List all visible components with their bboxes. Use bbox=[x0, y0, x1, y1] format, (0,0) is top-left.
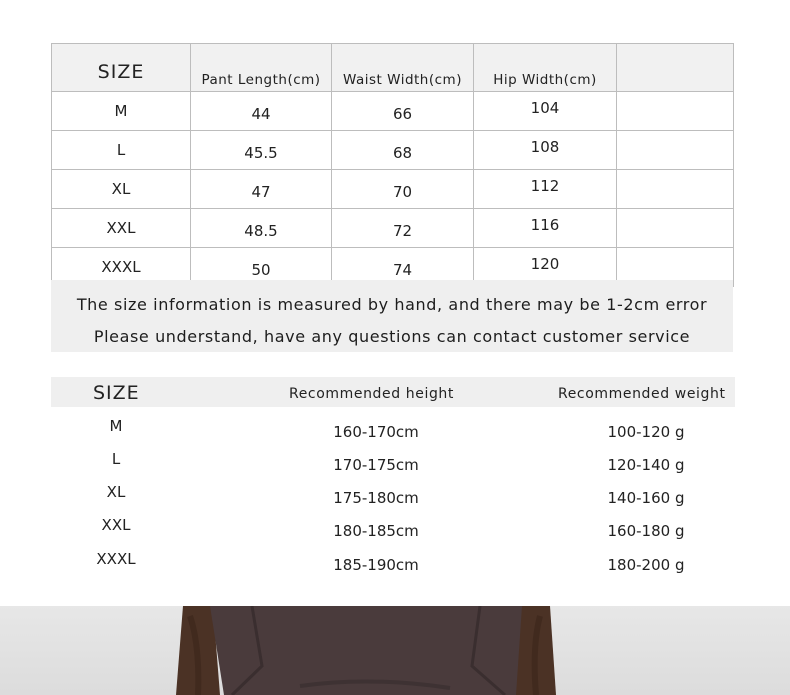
cell-pant-length: 44 bbox=[191, 92, 332, 131]
recommend-size: M bbox=[109, 417, 123, 435]
recommend-header-height: Recommended height bbox=[289, 386, 454, 402]
cell-size: XL bbox=[52, 170, 191, 209]
recommend-row bbox=[0, 516, 790, 546]
recommend-weight: 160-180 g bbox=[607, 522, 685, 540]
cell-pant-length: 47 bbox=[191, 170, 332, 209]
table-row bbox=[52, 131, 734, 170]
cell-hip-width: 104 bbox=[474, 92, 617, 131]
recommend-row bbox=[0, 483, 790, 513]
cell-empty bbox=[617, 209, 734, 248]
note-line-1: The size information is measured by hand, and there may be 1-2cm error bbox=[76, 295, 708, 314]
model-photo bbox=[0, 606, 790, 695]
recommend-size: XXL bbox=[101, 516, 131, 534]
cell-pant-length: 48.5 bbox=[191, 209, 332, 248]
recommend-header-row bbox=[51, 377, 735, 407]
cell-empty bbox=[617, 92, 734, 131]
recommend-height: 170-175cm bbox=[333, 456, 419, 474]
cell-size: L bbox=[52, 131, 191, 170]
size-chart-header-row bbox=[52, 44, 734, 92]
recommend-header-size: SIZE bbox=[93, 382, 140, 404]
header-empty bbox=[617, 44, 734, 92]
table-row bbox=[52, 209, 734, 248]
recommend-height: 185-190cm bbox=[333, 556, 419, 574]
model-figure-icon bbox=[0, 606, 790, 695]
recommend-row bbox=[0, 417, 790, 447]
recommend-weight: 120-140 g bbox=[607, 456, 685, 474]
table-row bbox=[52, 170, 734, 209]
recommend-height: 175-180cm bbox=[333, 489, 419, 507]
recommend-size: XXXL bbox=[96, 550, 136, 568]
cell-pant-length: 50 bbox=[191, 248, 332, 287]
cell-waist-width: 68 bbox=[332, 131, 474, 170]
measurement-note bbox=[51, 280, 733, 352]
recommend-header-weight: Recommended weight bbox=[558, 386, 726, 402]
recommend-size: XL bbox=[106, 483, 126, 501]
recommend-weight: 180-200 g bbox=[607, 556, 685, 574]
recommend-height: 160-170cm bbox=[333, 423, 419, 441]
size-chart-table bbox=[51, 43, 734, 287]
table-row bbox=[52, 92, 734, 131]
cell-waist-width: 70 bbox=[332, 170, 474, 209]
cell-hip-width: 112 bbox=[474, 170, 617, 209]
cell-waist-width: 72 bbox=[332, 209, 474, 248]
header-size: SIZE bbox=[52, 44, 191, 92]
recommend-weight: 100-120 g bbox=[607, 423, 685, 441]
cell-empty bbox=[617, 170, 734, 209]
cell-size: XXL bbox=[52, 209, 191, 248]
recommend-row bbox=[0, 550, 790, 580]
header-pant-length: Pant Length(cm) bbox=[191, 44, 332, 92]
cell-size: XXXL bbox=[52, 248, 191, 287]
recommend-height: 180-185cm bbox=[333, 522, 419, 540]
header-waist-width: Waist Width(cm) bbox=[332, 44, 474, 92]
recommend-row bbox=[0, 450, 790, 480]
cell-empty bbox=[617, 131, 734, 170]
cell-hip-width: 120 bbox=[474, 248, 617, 287]
cell-waist-width: 66 bbox=[332, 92, 474, 131]
cell-waist-width: 74 bbox=[332, 248, 474, 287]
cell-hip-width: 108 bbox=[474, 131, 617, 170]
cell-size: M bbox=[52, 92, 191, 131]
note-line-2: Please understand, have any questions can contact customer service bbox=[93, 327, 691, 346]
recommend-size: L bbox=[111, 450, 121, 468]
cell-hip-width: 116 bbox=[474, 209, 617, 248]
header-hip-width: Hip Width(cm) bbox=[474, 44, 617, 92]
cell-pant-length: 45.5 bbox=[191, 131, 332, 170]
recommend-weight: 140-160 g bbox=[607, 489, 685, 507]
